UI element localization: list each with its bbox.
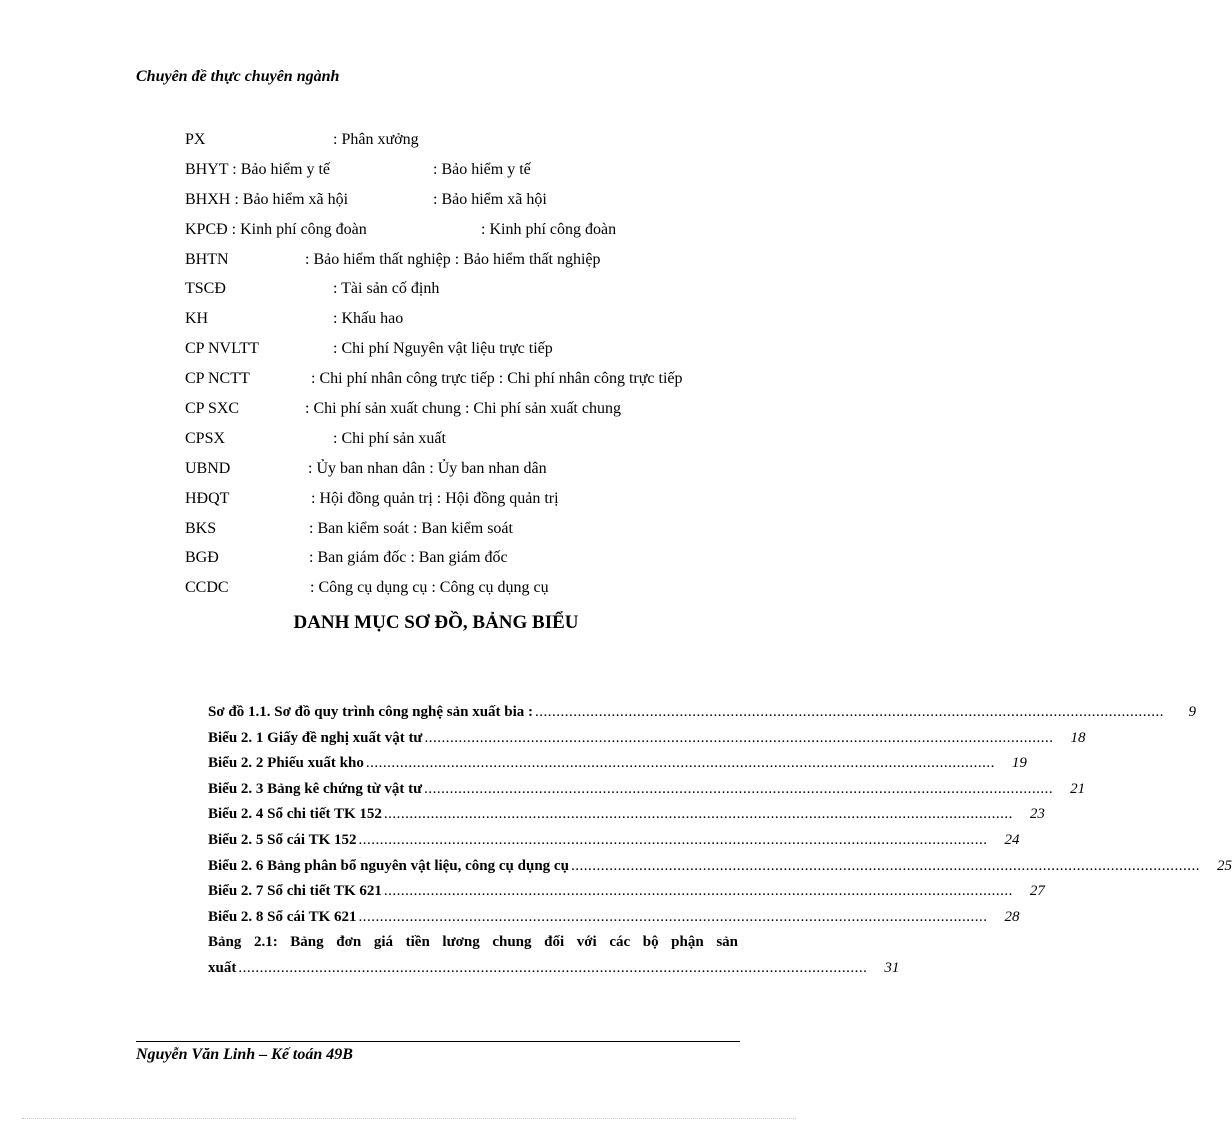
abbreviation-code: BGĐ [185,549,219,567]
toc-entry[interactable] [208,806,1045,832]
abbreviation-definition: : Hội đồng quản trị : Hội đồng quản trị [311,489,559,507]
abbreviation-definition: : Tài sản cố định [333,280,440,298]
abbreviation-definition: : Ủy ban nhan dân : Ủy ban nhan dân [308,459,547,477]
abbreviation-code: KH [185,310,209,328]
toc-dot-leader: .................................................................................................................................................... [383,883,1013,900]
abbreviation-code: BHXH : Bảo hiểm xã hội [185,190,349,208]
toc-entry-title: Biểu 2. 1 Giấy đề nghị xuất vật tư [208,729,423,746]
abbreviation-code: UBND [185,459,231,477]
toc-entry-title: Biểu 2. 7 Sổ chi tiết TK 621 [208,883,382,900]
toc-page-number: 25 [1216,857,1232,874]
running-footer: Nguyễn Văn Linh – Kế toán 49B [136,1046,353,1063]
abbreviation-code: TSCĐ [185,280,226,298]
abbreviation-definition: : Công cụ dụng cụ : Công cụ dụng cụ [310,579,549,597]
toc-entry-title-continued: xuất [208,959,237,976]
toc-entry-title: Biểu 2. 2 Phiếu xuất kho [208,755,364,772]
toc-dot-leader: .................................................................................................................................................... [238,959,868,976]
toc-page-number: 19 [1011,755,1027,772]
toc-dot-leader: .................................................................................................................................................... [424,729,1054,746]
abbreviation-definition: : Ban giám đốc : Ban giám đốc [309,549,508,567]
toc-dot-leader: .................................................................................................................................................... [358,908,988,925]
toc-entry-title: Biểu 2. 3 Bảng kê chứng từ vật tư [208,780,423,797]
toc-page-number: 28 [1004,908,1020,925]
abbreviation-code: BHTN [185,250,229,268]
toc-page-number: 18 [1070,729,1086,746]
toc-dot-leader: .................................................................................................................................................... [570,857,1200,874]
toc-entry-continuation [208,959,900,986]
abbreviation-code: BHYT : Bảo hiểm y tế [185,160,331,178]
abbreviation-definition: : Chi phí sản xuất [333,429,446,447]
abbreviation-definition: : Ban kiểm soát : Ban kiểm soát [309,519,513,537]
toc-entry-title: Biểu 2. 5 Sổ cái TK 152 [208,831,357,848]
toc-page-number: 24 [1004,831,1020,848]
toc-dot-leader: .................................................................................................................................................... [365,755,995,772]
abbreviation-definition: : Kinh phí công đoàn [481,220,617,238]
table-of-contents [208,704,1232,986]
toc-page-number: 27 [1029,883,1045,900]
toc-entry[interactable] [208,908,1020,935]
abbreviation-definition: : Bảo hiểm y tế [433,160,531,178]
abbreviation-code: CPSX [185,429,226,447]
abbreviation-code: CP NCTT [185,370,250,388]
abbreviation-definition: : Khấu hao [333,310,404,328]
toc-dot-leader: .................................................................................................................................................... [535,704,1165,720]
abbreviation-definition: : Chi phí sản xuất chung : Chi phí sản xuất chung [305,400,621,418]
abbreviation-code: PX [185,131,206,148]
abbreviation-definition: : Bảo hiểm thất nghiệp : Bảo hiểm thất nghiệp [305,250,601,268]
toc-entry[interactable] [208,857,1232,884]
footer-divider [136,1041,740,1042]
toc-entry-title: Biểu 2. 6 Bảng phân bổ nguyên vật liệu, công cụ dụng cụ [208,857,569,874]
toc-entry-title: Sơ đồ 1.1. Sơ đồ quy trình công nghệ sản xuất bia : [208,704,534,720]
section-title: DANH MỤC SƠ ĐỒ, BẢNG BIỂU [293,612,579,633]
toc-dot-leader: .................................................................................................................................................... [383,806,1013,823]
abbreviation-definition: : Bảo hiểm xã hội [433,190,547,208]
toc-entry[interactable] [208,704,1197,730]
toc-entry-title: Bảng 2.1: Bảng đơn giá tiền lương chung đối với các bộ phận sản [208,934,738,951]
abbreviation-code: CCDC [185,579,229,597]
toc-page-number: 9 [1188,704,1197,720]
toc-entry[interactable] [208,831,1020,858]
abbreviation-code: HĐQT [185,489,230,507]
toc-dot-leader: .................................................................................................................................................... [358,831,988,848]
toc-dot-leader: .................................................................................................................................................... [424,780,1054,797]
abbreviation-code: CP SXC [185,400,240,418]
toc-page-number: 31 [884,959,900,976]
page-bottom-edge [22,1118,796,1119]
running-header: Chuyên đề thực chuyên ngành [136,68,340,85]
toc-entry[interactable] [208,755,1027,781]
toc-entry[interactable] [208,934,900,985]
abbreviation-code: CP NVLTT [185,340,259,358]
toc-entry-title: Biểu 2. 4 Sổ chi tiết TK 152 [208,806,382,823]
toc-page-number: 21 [1070,780,1086,797]
toc-entry[interactable] [208,780,1086,807]
abbreviation-code: BKS [185,519,217,537]
abbreviation-definition: : Phân xưởng [333,131,419,148]
toc-entry[interactable] [208,729,1086,756]
abbreviation-definition: : Chi phí Nguyên vật liệu trực tiếp [333,340,553,358]
toc-entry[interactable] [208,883,1045,909]
toc-page-number: 23 [1029,806,1045,823]
abbreviation-code: KPCĐ : Kinh phí công đoàn [185,220,367,238]
toc-entry-title: Biểu 2. 8 Sổ cái TK 621 [208,908,357,925]
abbreviation-definition: : Chi phí nhân công trực tiếp : Chi phí nhân công trực tiếp [311,370,683,388]
